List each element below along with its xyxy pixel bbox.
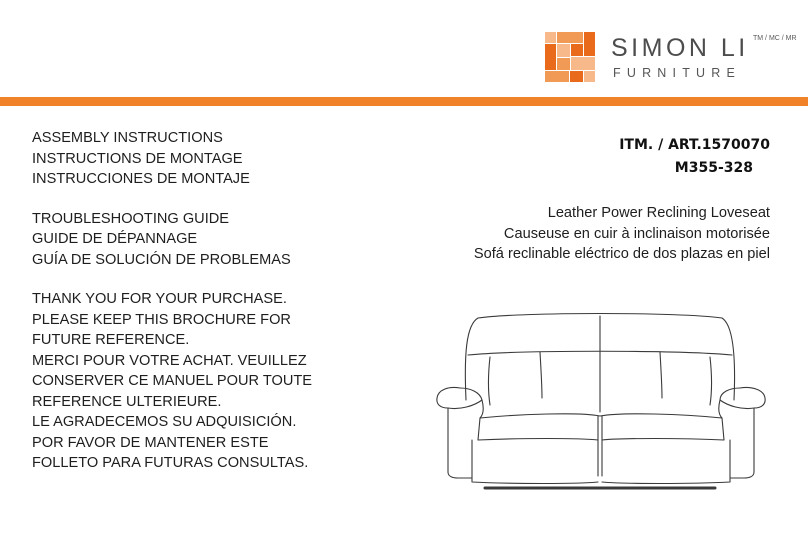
troubleshooting-heading	[32, 209, 362, 271]
thanks-line: THANK YOU FOR YOUR PURCHASE.	[32, 291, 287, 307]
thanks-line: LE AGRADECEMOS SU ADQUISICIÓN.	[32, 414, 297, 430]
brand-subtitle: FURNITURE	[613, 66, 742, 80]
item-code	[619, 134, 770, 180]
item-number: ITM. / ART.1570070	[619, 137, 770, 153]
assembly-line-es: INSTRUCCIONES DE MONTAJE	[32, 171, 250, 187]
orange-divider	[0, 97, 808, 106]
description-en: Leather Power Reclining Loveseat	[547, 205, 770, 221]
brand-logo	[545, 32, 795, 84]
thanks-line: FUTURE REFERENCE.	[32, 332, 190, 348]
loveseat-line-drawing-icon	[430, 300, 775, 500]
thank-you-message	[32, 289, 362, 474]
thanks-line: MERCI POUR VOTRE ACHAT. VEUILLEZ	[32, 352, 307, 369]
assembly-line-fr: INSTRUCTIONS DE MONTAGE	[32, 150, 243, 167]
thanks-line: REFERENCE ULTERIEURE.	[32, 393, 222, 410]
thanks-line: FOLLETO PARA FUTURAS CONSULTAS.	[32, 455, 309, 471]
thanks-line: CONSERVER CE MANUEL POUR TOUTE	[32, 373, 313, 389]
brand-name: SIMON LI	[611, 34, 749, 62]
trademark-note: TM / MC / MR	[753, 35, 797, 42]
left-column	[32, 128, 362, 474]
description-es: Sofá reclinable eléctrico de dos plazas en piel	[473, 246, 770, 262]
assembly-line-en: ASSEMBLY INSTRUCTIONS	[32, 130, 223, 146]
simon-li-logo-icon	[545, 32, 595, 82]
product-description	[474, 203, 770, 265]
model-number: M355-328	[674, 160, 753, 176]
troubleshooting-line-en: TROUBLESHOOTING GUIDE	[32, 210, 230, 227]
troubleshooting-line-es: GUÍA DE SOLUCIÓN DE PROBLEMAS	[32, 251, 291, 268]
thanks-line: POR FAVOR DE MANTENER ESTE	[32, 434, 269, 451]
description-fr: Causeuse en cuir à inclinaison motorisée	[503, 225, 770, 242]
assembly-instructions-heading	[32, 128, 362, 190]
thanks-line: PLEASE KEEP THIS BROCHURE FOR	[32, 311, 291, 328]
troubleshooting-line-fr: GUIDE DE DÉPANNAGE	[32, 231, 198, 247]
